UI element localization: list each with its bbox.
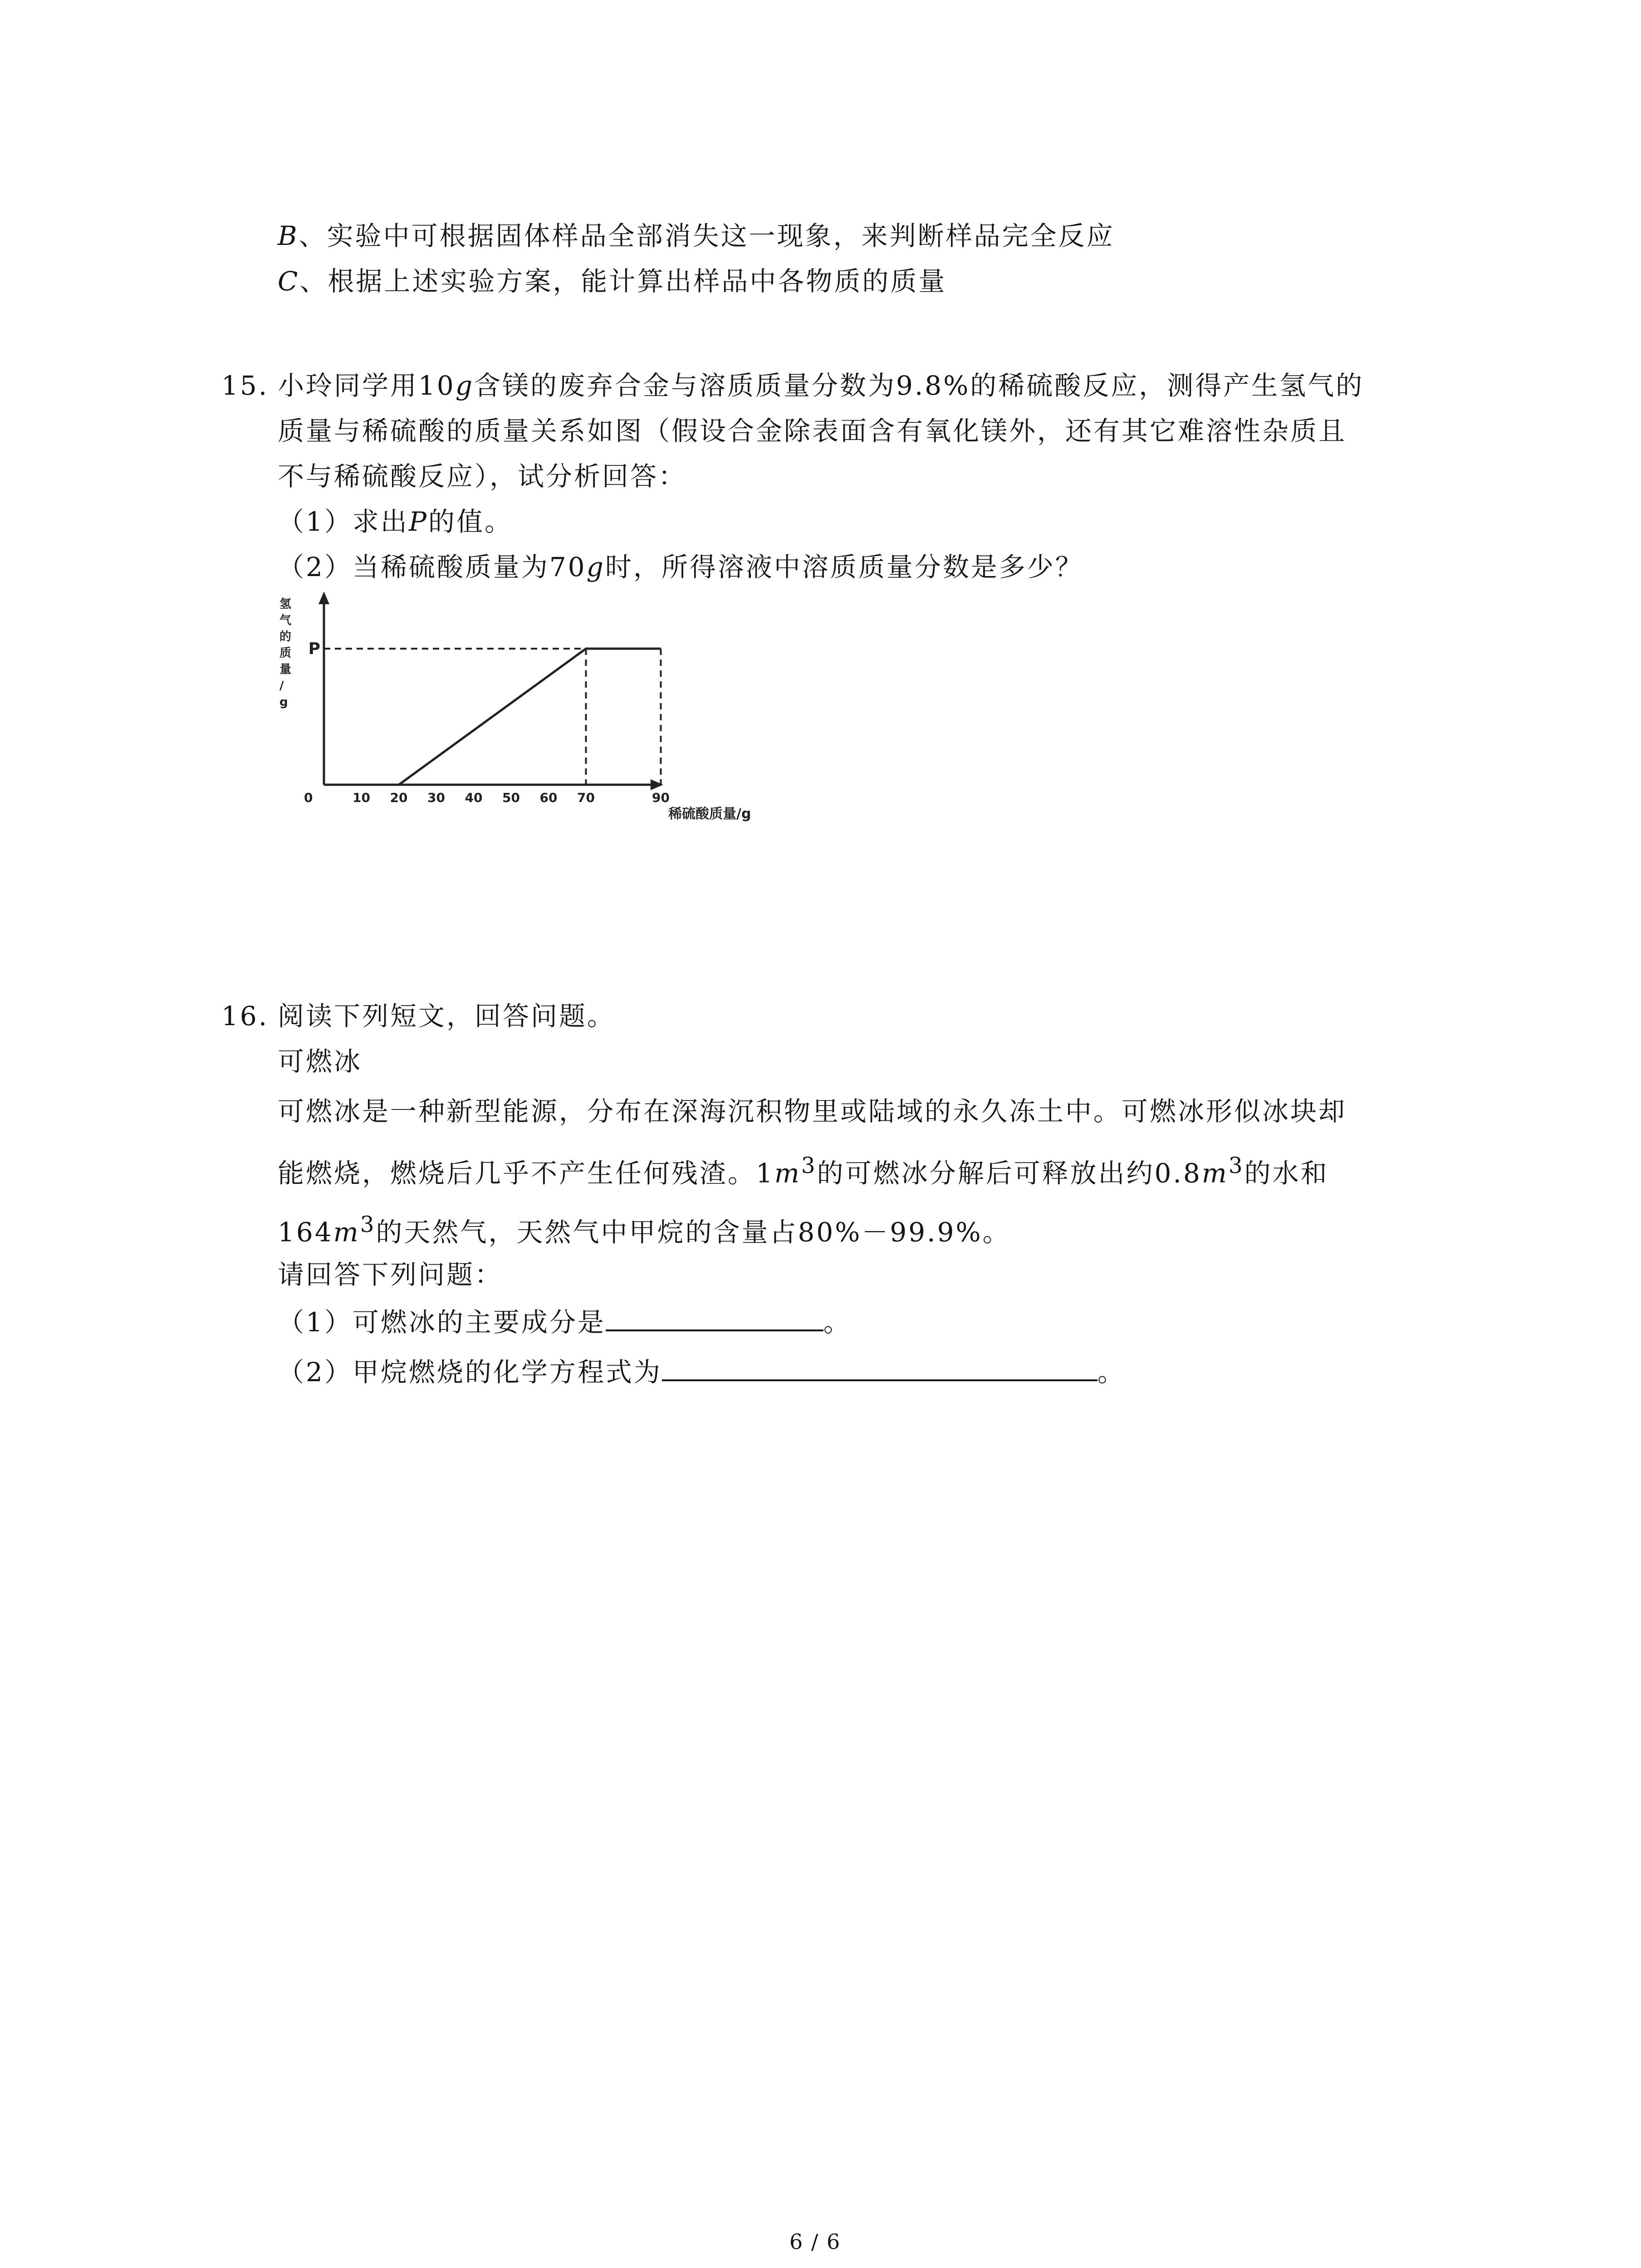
q16-title: 可燃冰	[278, 1046, 362, 1077]
x-tick-label: 10	[353, 790, 370, 805]
x-tick-label: 60	[539, 790, 558, 805]
x-tick-label: 90	[652, 790, 670, 805]
q15-sub-2: （2）当稀硫酸质量为70g时，所得溶液中溶质质量分数是多少？	[278, 552, 1083, 582]
y-axis-label-text: 氢气的质量/ g	[279, 597, 292, 709]
y-marker-p: P	[308, 640, 320, 658]
q16-paragraph-3: $164m^3$的天然气，天然气中甲烷的含量占80%－99.9%。	[278, 1212, 1011, 1248]
q16-intro: 阅读下列短文，回答问题。	[278, 1001, 616, 1031]
x-tick-label: 20	[390, 790, 408, 805]
x-tick-label: 30	[427, 790, 445, 805]
q15-sub-1: （1）求出P的值。	[278, 506, 513, 537]
x-tick-labels	[353, 790, 670, 805]
hydrogen-mass-chart	[272, 590, 751, 835]
option-c: C、根据上述实验方案，能计算出样品中各物质的质量	[278, 266, 947, 297]
q15-number: 15.	[221, 370, 269, 401]
q16-sub-1: （1）可燃冰的主要成分是 。	[278, 1304, 852, 1340]
q16-number: 16.	[221, 1001, 269, 1031]
y-axis-label	[279, 597, 291, 709]
q16-paragraph-1: 可燃冰是一种新型能源，分布在深海沉积物里或陆域的永久冻土中。可燃冰形似冰块却	[278, 1096, 1347, 1127]
q15-line-3: 不与稀硫酸反应），试分析回答：	[278, 461, 687, 492]
answer-blank-1[interactable]	[606, 1304, 823, 1331]
x-axis-label: 稀硫酸质量/g	[668, 806, 751, 822]
q16-paragraph-2: 能燃烧，燃烧后几乎不产生任何残渣。$1m^3$的可燃冰分解后可释放出约$0.8m^3$的水和	[278, 1153, 1329, 1189]
origin-label: 0	[304, 790, 313, 805]
x-tick-label: 40	[465, 790, 483, 805]
q15-line-1: 小玲同学用10g含镁的废弃合金与溶质质量分数为9.8%的稀硫酸反应，测得产生氢气的	[278, 370, 1364, 401]
x-tick-label: 50	[502, 790, 520, 805]
x-tick-label: 70	[577, 790, 595, 805]
q16-sub-2: （2）甲烷燃烧的化学方程式为 。	[278, 1354, 1126, 1390]
q16-ask: 请回答下列问题：	[278, 1259, 503, 1290]
answer-blank-2[interactable]	[662, 1354, 1097, 1381]
y-axis-arrow	[318, 591, 329, 604]
page-number: 6 / 6	[789, 2229, 841, 2254]
option-b: B、实验中可根据固体样品全部消失这一现象，来判断样品完全反应	[278, 220, 1115, 251]
series-line	[399, 649, 661, 785]
q15-line-2: 质量与稀硫酸的质量关系如图（假设合金除表面含有氧化镁外，还有其它难溶性杂质且	[278, 415, 1347, 446]
